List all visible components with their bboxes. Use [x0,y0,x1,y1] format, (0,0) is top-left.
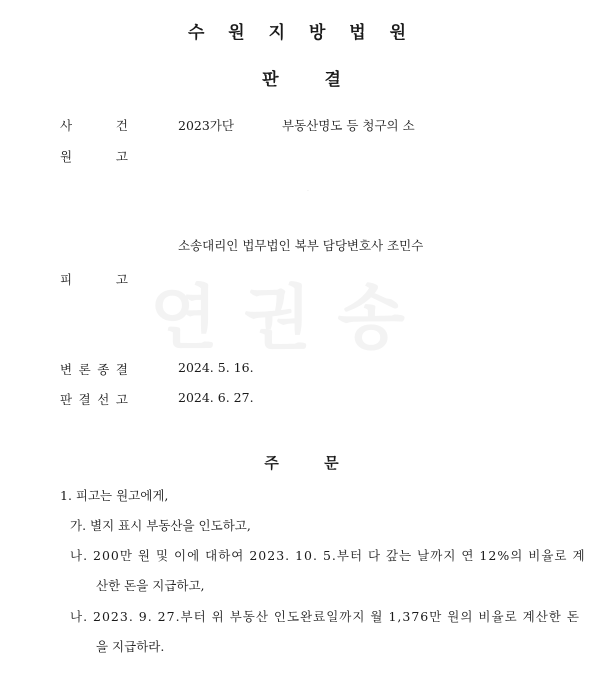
case-label-text: 사 건 [60,118,128,133]
order-sub-c-line1: 나. 2023. 9. 27.부터 위 부동산 인도완료일까지 월 1,376만 원의 비율로 계산한 돈 [70,609,580,624]
document-title: 판 결 [262,70,341,90]
background-watermark: 연권송 [150,277,431,359]
plaintiff-label: 원 고 [60,149,128,164]
order-sub-a: 가. 별지 표시 부동산을 인도하고, [70,518,251,533]
case-label [60,116,128,134]
court-name: 수 원 지 방 법 원 [187,23,416,43]
order-item-1: 1. 피고는 원고에게, [60,488,169,503]
order-sub-b-line2: 산한 돈을 지급하고, [96,578,205,593]
case-name: 부동산명도 등 청구의 소 [282,118,415,133]
scan-artifact: . [307,186,309,193]
plaintiff-counsel: 소송대리인 법무법인 복부 담당변호사 조민수 [178,238,424,253]
order-sub-b-line1: 나. 200만 원 및 이에 대하여 2023. 10. 5.부터 다 갚는 날까지 연 12%의 비율로 계 [70,548,586,563]
judgment-date: 2024. 6. 27. [178,390,254,405]
defendant-label: 피 고 [60,272,128,287]
case-number: 2023가단 [178,118,234,133]
order-title: 주 문 [264,454,339,472]
hearing-end-label: 변 론 종 결 [60,362,128,377]
judgment-date-label: 판 결 선 고 [60,392,128,407]
order-sub-c-line2: 을 지급하라. [96,639,165,654]
hearing-end-date: 2024. 5. 16. [178,360,254,375]
